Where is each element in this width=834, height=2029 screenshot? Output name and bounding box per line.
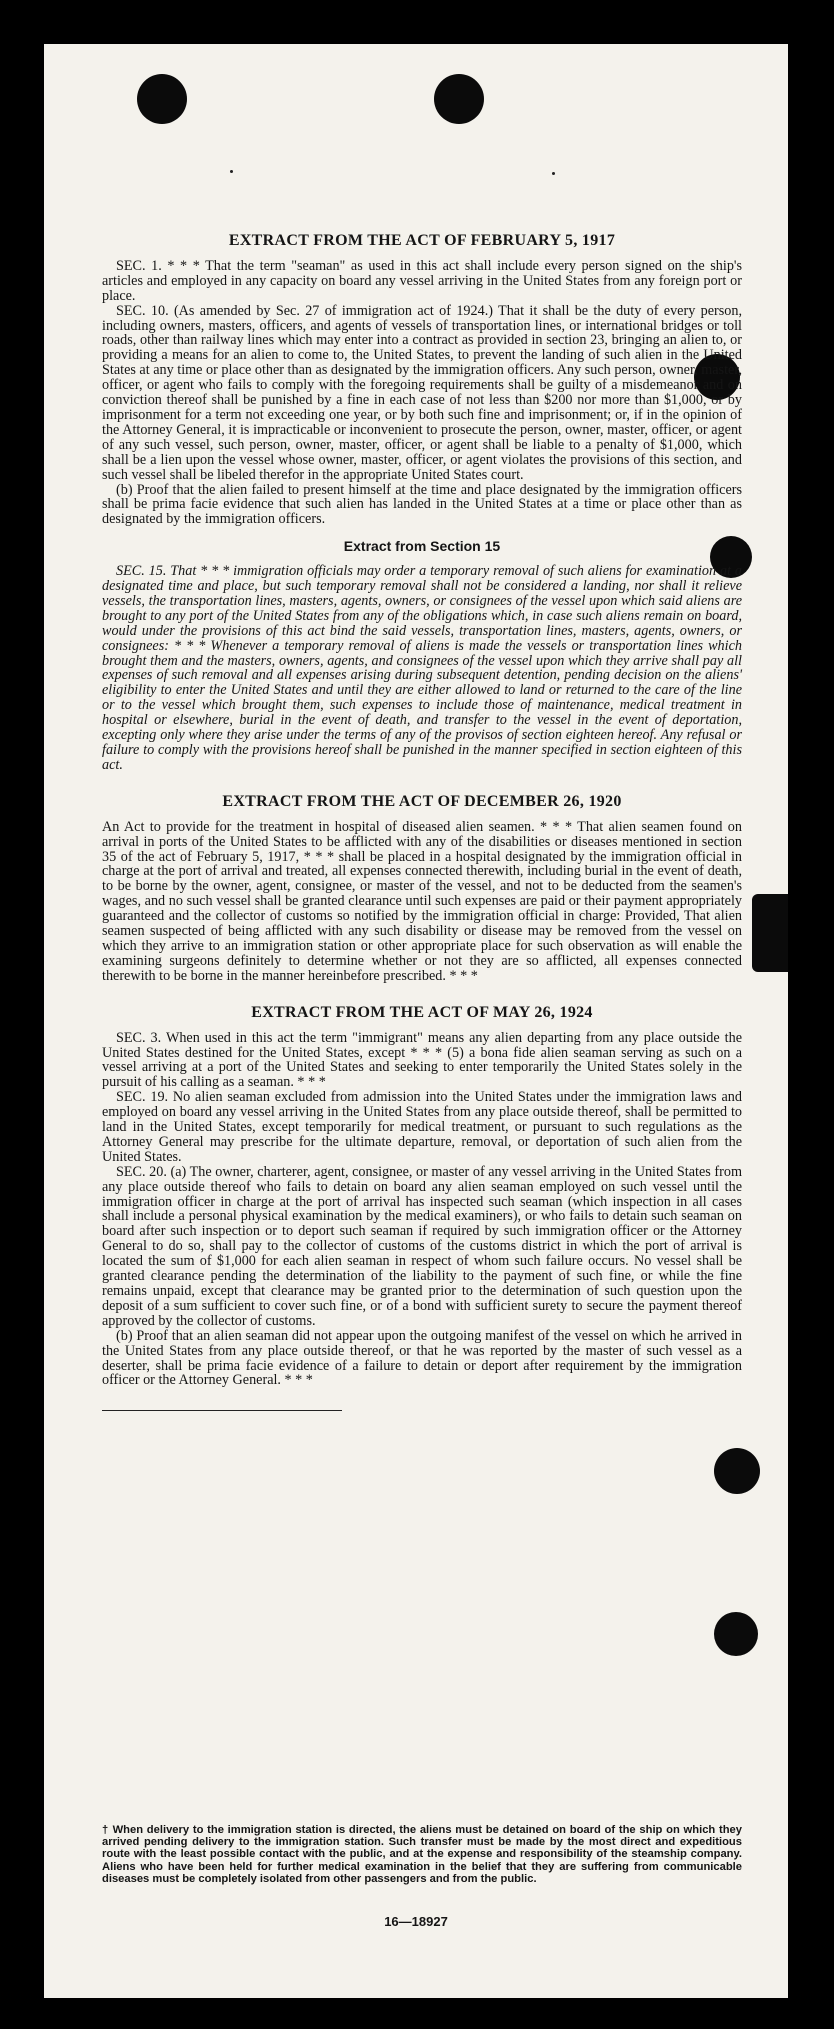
act-1917-sec-10: SEC. 10. (As amended by Sec. 27 of immigration act of 1924.) That it shall be the duty of every person, including owners, masters, officers, and agents of vessels of transportation lines, or international bridges or toll roads, other than railway lines which may enter into a contract as provided in section 23, bringing an alien to, or providing a means for an alien to come to, the United States, to prevent the landing of such alien in the United States at any time or place other than as designated by the immigration officers. Any such person, owner, master, officer, or agent who fails to comply with the foregoing requirements shall be guilty of a misdemeanor and on conviction thereof shall be punished by a fine in each case of not less than $200 nor more than $1,000, or by imprisonment for a term not exceeding one year, or by both such fine and imprisonment; or, if in the opinion of the Attorney General, it is impracticable or inconvenient to prosecute the person, owner, master, officer, or agent of any such vessel, such person, owner, master, officer, or agent shall be liable to a penalty of $1,000, which shall be a lien upon the vessel whose owner, master, officer, or agent violates the provisions of this section, and such vessel shall be libeled therefor in the appropriate United States court. [102, 302, 743, 483]
act-1920-text: An Act to provide for the treatment in hospital of diseased alien seamen. * * * That alien seamen found on arrival in ports of the United States to be afflicted with any of the disabilities or diseases mentioned in section 35 of the act of February 5, 1917, * * * shall be placed in a hospital designated by the immigration official in charge at the port of arrival and treated, all expenses connected therewith, including burial in the event of death, to be borne by the owner, agent, consignee, or master of the vessel, and not to be deducted from the seamen's wages, and no such vessel shall be granted clearance until such expenses are paid or their payment appropriately guaranteed and the collector of customs so notified by the immigration official in charge: Provided, That alien seamen suspected of being afflicted with any such disability or disease may be removed from the vessel on which they arrive to an immigration station or other appropriate place for such observation as will enable the examining surgeons definitely to determine whether or not they are so afflicted, all expenses connected therewith to be borne in the manner hereinbefore prescribed. * * * [102, 818, 742, 984]
punch-hole-right-3 [714, 1448, 760, 1494]
footnote-divider [102, 1410, 342, 1411]
form-number: 16—18927 [384, 1914, 448, 1929]
act-1924-sec-20-b: (b) Proof that an alien seaman did not appear upon the outgoing manifest of the vessel on which he arrived in the United States from any place outside thereof, or that he was reported by the master of such vessel as a deserter, shall be prima facie evidence of a failure to detain or deport after requirement by the immigration officer or the Attorney General. * * * [102, 1327, 742, 1389]
punch-hole-top-left [137, 74, 187, 124]
act-1924-sec-19: SEC. 19. No alien seaman excluded from admission into the United States under the immigration laws and employed on board any vessel arriving in the United States from any place outside thereof, shall be permitted to land in the United States, except temporarily for medical treatment, or pursuant to such regulations as the Attorney General may prescribe for the ultimate departure, removal, or deportation of such alien from the United States. [102, 1089, 742, 1165]
act-1917-sec-10-b: (b) Proof that the alien failed to present himself at the time and place designated by the immigration officers shall be prima facie evidence that such alien has landed in the United States at a time or place other than as designated by the immigration officers. [102, 481, 742, 528]
act-1924-sec-20-a: SEC. 20. (a) The owner, charterer, agent, consignee, or master of any vessel arriving in the United States from any place outside thereof who fails to detain on board any alien seaman employed on such vessel until the immigration officer in charge at the port of arrival has inspected such seaman (which inspection in all cases shall include a personal physical examination by the medical examiners), or who fails to detain such seaman on board after such inspection or to deport such seaman if required by such immigration officer or the Attorney General to do so, shall pay to the collector of customs of the customs district in which the port of arrival is located the sum of $1,000 for each alien seaman in respect of whom such failure occurs. No vessel shall be granted clearance pending the determination of the liability to the payment of such fine, or while the fine remains unpaid, except that clearance may be granted prior to the determination of such question upon the deposit of a sum sufficient to cover such fine, or of a bond with sufficient surety to secure the payment thereof approved by the collector of customs. [102, 1163, 742, 1329]
section-15-block [102, 564, 742, 773]
heading-act-1924: EXTRACT FROM THE ACT OF MAY 26, 1924 [251, 1003, 593, 1021]
section-15-text: SEC. 15. That * * * immigration officials may order a temporary removal of such aliens for examination at a designated time and place, but such temporary removal shall not be considered a landing, nor shall it relieve vessels, the transportation lines, masters, agents, owners, or consignees of the vessel upon which said aliens are brought to any port of the United States from any of the obligations which, in case such aliens remain on board, would under the provisions of this act bind the said vessels, transportation lines, masters, agents, owners, or consignees: * * * Whenever a temporary removal of aliens is made the vessels or transportation lines which brought them and the masters, owners, agents, and consignees of the vessel upon which they arrive shall pay all expenses of such removal and all expenses arising during subsequent detention, pending decision on the aliens' eligibility to enter the United States and until they are either allowed to land or returned to the care of the line or to the vessel which brought them, such expenses to include those of maintenance, medical treatment in hospital or elsewhere, burial in the event of death, and transfer to the vessel in the event of deportation, excepting only where they arise under the terms of any of the provisos of section eighteen hereof. Any refusal or failure to comply with the provisions hereof shall be punished in the manner specified in section eighteen of this act. [102, 563, 742, 773]
punch-hole-right-4 [714, 1612, 758, 1656]
edge-damage-mark [752, 894, 788, 972]
act-1924-sec-3: SEC. 3. When used in this act the term "immigrant" means any alien departing from any place outside the United States destined for the United States, except * * * (5) a bona fide alien seaman serving as such on a vessel arriving at a port of the United States and seeking to enter temporarily the United States solely in the pursuit of his calling as a seaman. * * * [102, 1029, 742, 1091]
speck [230, 170, 233, 173]
speck [552, 172, 555, 175]
footnote: † When delivery to the immigration station is directed, the aliens must be detained on board of the ship on which they arrived pending delivery to the immigration station. Such transfer must be made by the most direct and expeditious route with the least possible contact with the public, and at the expense and responsibility of the steamship company. Aliens who have been held for further medical examination in the belief that they are suffering from communicable diseases must be completely isolated from other passengers and from the public. [102, 1824, 742, 1885]
document-body [102, 188, 742, 1411]
heading-section-15: Extract from Section 15 [343, 538, 501, 555]
heading-act-1917: EXTRACT FROM THE ACT OF FEBRUARY 5, 1917 [228, 232, 616, 249]
heading-act-1920: EXTRACT FROM THE ACT OF DECEMBER 26, 1920 [222, 792, 622, 810]
act-1917-sec-1: SEC. 1. * * * That the term "seaman" as used in this act shall include every person signed on the ship's articles and employed in any capacity on board any vessel arriving in the United States from any foreign port or place. [102, 257, 742, 304]
punch-hole-top-right [434, 74, 484, 124]
document-page [44, 44, 788, 1998]
